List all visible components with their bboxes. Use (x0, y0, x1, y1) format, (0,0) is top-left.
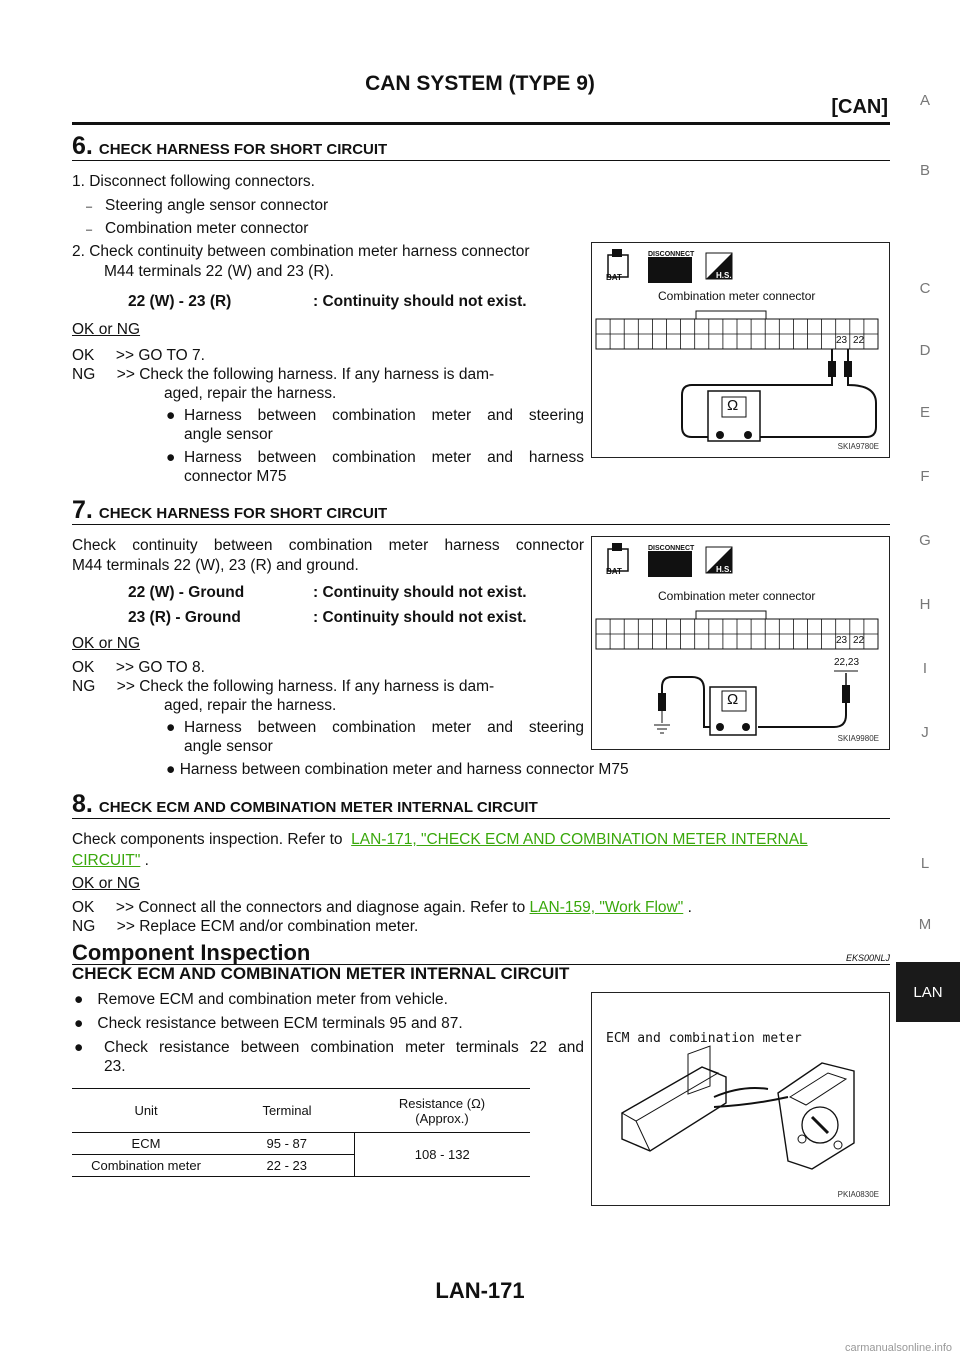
side-index-i[interactable]: I (922, 660, 928, 677)
side-index-a[interactable]: A (919, 92, 930, 109)
step-number: 8. (72, 790, 93, 818)
disconnect-label: DISCONNECT (648, 545, 695, 552)
step6-line2b: M44 terminals 22 (W) and 23 (R). (104, 263, 334, 280)
step-title: CHECK HARNESS FOR SHORT CIRCUIT (98, 141, 388, 158)
step7-line1b: M44 terminals 22 (W), 23 (R) and ground. (72, 557, 359, 574)
terminal-23: 23 (836, 335, 848, 346)
ohm-icon: Ω (727, 691, 739, 708)
header-unit: Unit (134, 1103, 158, 1118)
bullet-item-cont: angle sensor (184, 738, 273, 755)
side-index-h[interactable]: H (919, 596, 931, 613)
side-index-c[interactable]: C (919, 280, 931, 297)
section-label: [CAN] (831, 96, 888, 118)
figure-skia9780e (591, 242, 890, 458)
terminal-22: 22 (853, 335, 865, 346)
step6-line1: 1. Disconnect following connectors. (72, 173, 315, 190)
table-row (72, 1133, 530, 1155)
terminal-22-23: 22,23 (834, 657, 860, 668)
resistance-table (72, 1088, 530, 1177)
ng-result-cont: aged, repair the harness. (164, 385, 337, 402)
section-code: EKS00NLJ (845, 953, 890, 963)
step-number: 6. (72, 132, 93, 160)
figure-skia9980e (591, 536, 890, 750)
figure-code: SKIA9980E (837, 734, 879, 743)
step-title: CHECK ECM AND COMBINATION METER INTERNAL CIRCUIT (98, 799, 538, 816)
dash-item: – Steering angle sensor connector (86, 197, 329, 214)
table-header-row (72, 1089, 530, 1133)
step-6-heading (72, 132, 890, 161)
bat-label: BAT (606, 273, 622, 282)
step8-line1b: CIRCUIT" . (72, 852, 149, 869)
side-index-g[interactable]: G (919, 532, 931, 549)
link-internal-circuit-cont[interactable]: CIRCUIT" (72, 852, 141, 869)
spec-label: 22 (W) - 23 (R) (128, 293, 232, 310)
ok-or-ng-label: OK or NG (72, 875, 141, 892)
step8-line1: Check components inspection. Refer to LAN-171, "CHECK ECM AND COMBINATION METER INTERNAL (72, 831, 808, 848)
cell-terminal: 22 - 23 (220, 1155, 354, 1177)
cell-unit: ECM (131, 1136, 161, 1151)
connector-label: Combination meter connector (658, 589, 816, 603)
side-index-f[interactable]: F (920, 468, 930, 485)
subsection-heading: CHECK ECM AND COMBINATION METER INTERNAL CIRCUIT (72, 964, 570, 983)
watermark: carmanualsonline.info (844, 1342, 952, 1354)
cell-terminal: 95 - 87 (220, 1133, 354, 1155)
ecm-meter-illustration (592, 993, 889, 1205)
link-work-flow[interactable]: LAN-159, "Work Flow" (529, 899, 684, 916)
ok-or-ng-label: OK or NG (72, 321, 141, 338)
ng-result-cont: aged, repair the harness. (164, 697, 337, 714)
bullet-item-cont: angle sensor (184, 426, 273, 443)
step-7-heading (72, 496, 890, 525)
ok-result: OK >> Connect all the connectors and diagnose again. Refer to LAN-159, "Work Flow" . (72, 899, 692, 916)
link-internal-circuit[interactable]: LAN-171, "CHECK ECM AND COMBINATION METER INTERNAL (351, 831, 808, 848)
side-index-b[interactable]: B (919, 162, 930, 179)
page-title: CAN SYSTEM (TYPE 9) (365, 72, 595, 95)
header-terminal: Terminal (262, 1103, 312, 1118)
cell-resistance: 108 - 132 (414, 1147, 470, 1162)
ng-result: NG >> Check the following harness. If any harness is dam- (72, 366, 495, 383)
connector-label: Combination meter connector (658, 289, 816, 303)
connector-diagram (592, 243, 889, 457)
ok-result: OK >> GO TO 7. (72, 347, 205, 364)
bullet-item: ● Harness between combination meter and harness connector M75 (166, 761, 629, 778)
side-index-j[interactable]: J (921, 724, 929, 741)
ohm-icon: Ω (727, 397, 739, 414)
dash-item: – Combination meter connector (86, 220, 309, 237)
side-index (890, 0, 960, 1358)
ng-result: NG >> Replace ECM and/or combination meter. (72, 918, 419, 935)
figure-code: PKIA0830E (837, 1190, 879, 1199)
ok-or-ng-label: OK or NG (72, 635, 141, 652)
spec-value: : Continuity should not exist. (313, 609, 527, 626)
bullet-item-cont: 23. (104, 1058, 126, 1075)
hs-label: H.S. (716, 271, 732, 280)
figure-label: ECM and combination meter (606, 1031, 802, 1046)
section-heading: Component Inspection (72, 940, 311, 965)
spec-value: : Continuity should not exist. (313, 584, 527, 601)
step-number: 7. (72, 496, 93, 524)
spec-value: : Continuity should not exist. (313, 293, 527, 310)
terminal-22: 22 (853, 635, 865, 646)
side-index-m[interactable]: M (918, 916, 932, 933)
bullet-item: ● Check resistance between ECM terminals 95 and 87. (74, 1015, 463, 1032)
side-index-l[interactable]: L (920, 855, 930, 872)
step-title: CHECK HARNESS FOR SHORT CIRCUIT (98, 505, 388, 522)
step7-line1: Check continuity between combination meter harness connector (72, 537, 584, 554)
page-number: LAN-171 (435, 1278, 525, 1303)
side-index-d[interactable]: D (919, 342, 931, 359)
side-index-active-tab[interactable]: LAN (896, 962, 960, 1022)
disconnect-label: DISCONNECT (648, 251, 695, 258)
header-rule (72, 122, 890, 125)
step-8-heading (72, 790, 890, 819)
step6-line2: 2. Check continuity between combination meter harness connector (72, 243, 530, 260)
figure-code: SKIA9780E (837, 442, 879, 451)
cell-unit: Combination meter (91, 1158, 201, 1173)
terminal-23: 23 (836, 635, 848, 646)
bullet-item-cont: connector M75 (184, 468, 287, 485)
ng-result: NG >> Check the following harness. If any harness is dam- (72, 678, 495, 695)
ok-result: OK >> GO TO 8. (72, 659, 205, 676)
bat-label: BAT (606, 567, 622, 576)
spec-label: 22 (W) - Ground (128, 584, 245, 601)
hs-label: H.S. (716, 565, 732, 574)
spec-label: 23 (R) - Ground (128, 609, 241, 626)
header-resistance: Resistance (Ω) (Approx.) (398, 1095, 486, 1126)
figure-pkia0830e (591, 992, 890, 1206)
side-index-e[interactable]: E (919, 404, 930, 421)
bullet-item: ● Remove ECM and combination meter from vehicle. (74, 991, 448, 1008)
